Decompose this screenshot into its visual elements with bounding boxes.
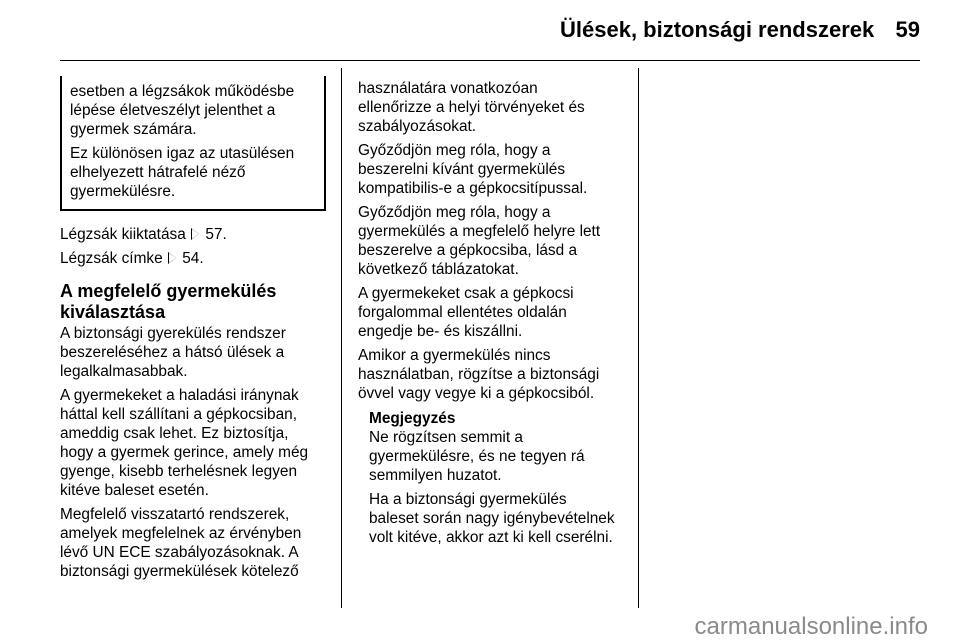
cross-reference-page: 54.: [182, 250, 204, 267]
left-column: [60, 76, 324, 581]
paragraph: [369, 490, 638, 547]
cross-references: [60, 225, 324, 268]
text-line: legalkalmasabbak.: [60, 363, 188, 380]
cross-reference: [60, 225, 324, 244]
text-line: használatára vonatkozóan: [358, 80, 538, 97]
note-title: Megjegyzés: [369, 410, 456, 427]
heading-line: A megfelelő gyermekülés: [60, 281, 277, 301]
text-line: Ez különösen igaz az utasülésen: [70, 145, 295, 162]
text-line: következő táblázatokat.: [358, 261, 519, 278]
text-line: Megfelelő visszatartó rendszerek,: [60, 506, 290, 523]
text-line: szabályozásokat.: [358, 118, 477, 135]
text-line: kompatibilis-e a gépkocsitípussal.: [358, 180, 588, 197]
text-line: elhelyezett hátrafelé néző: [70, 164, 246, 181]
text-line: beszerelni kívánt gyermekülés: [358, 161, 566, 178]
note-body-text: [369, 428, 638, 547]
text-line: gyermekülésre.: [70, 183, 176, 200]
text-line: ellenőrizze a helyi törvényeket és: [358, 99, 585, 116]
text-line: háttal kell szállítani a gépkocsiban,: [60, 406, 297, 423]
text-line: A gyermekeket a haladási iránynak: [60, 387, 299, 404]
column-divider-right: [638, 68, 639, 608]
paragraph: [60, 386, 324, 500]
text-line: volt kitéve, akkor azt ki kell cserélni.: [369, 529, 613, 546]
header-rule: [60, 60, 920, 61]
text-line: amelyek megfelelnek az érvényben: [60, 525, 302, 542]
paragraph: [369, 428, 638, 485]
watermark-text: carmanualsonline.info: [694, 613, 928, 640]
text-line: kitéve baleset esetén.: [60, 482, 209, 499]
text-line: gyermekülésre, és ne tegyen rá: [369, 448, 585, 465]
text-line: Győződjön meg róla, hogy a: [358, 204, 551, 221]
paragraph: [358, 284, 638, 341]
note-block: [358, 409, 638, 547]
text-line: A biztonsági gyerekülés rendszer: [60, 325, 286, 342]
middle-column: [358, 79, 638, 547]
paragraph: [70, 82, 316, 139]
paragraph: [70, 144, 316, 201]
middle-body-text: [358, 79, 638, 403]
text-line: gyenge, kisebb terhelésnek legyen: [60, 463, 298, 480]
cross-reference-label: Légzsák kiiktatása: [60, 226, 186, 243]
text-line: használatban, rögzítse a biztonsági: [358, 366, 600, 383]
left-body-text: [60, 324, 324, 581]
text-line: Ne rögzítsen semmit a: [369, 429, 523, 446]
cross-reference-page: 57.: [205, 226, 227, 243]
page-number: 59: [895, 17, 920, 42]
text-line: Amikor a gyermekülés nincs: [358, 347, 551, 364]
text-line: ameddig csak lehet. Ez biztosítja,: [60, 425, 289, 442]
paragraph: [358, 203, 638, 279]
paragraph: [60, 324, 324, 381]
column-divider-left: [341, 68, 342, 608]
page-reference-triangle-icon: [169, 253, 176, 263]
text-line: gyermek számára.: [70, 121, 197, 138]
text-line: semmilyen huzatot.: [369, 467, 502, 484]
paragraph: [358, 79, 638, 136]
cross-reference: [60, 249, 324, 268]
text-line: forgalommal ellentétes oldalán: [358, 304, 567, 321]
text-line: lépése életveszélyt jelenthet a: [70, 102, 276, 119]
text-line: lévő UN ECE szabályozásoknak. A: [60, 544, 299, 561]
text-line: engedje be- és kiszállni.: [358, 323, 523, 340]
text-line: A gyermekeket csak a gépkocsi: [358, 285, 574, 302]
paragraph: [60, 505, 324, 581]
warning-box: [60, 76, 326, 211]
cross-reference-label: Légzsák címke: [60, 250, 163, 267]
text-line: övvel vagy vegye ki a gépkocsiból.: [358, 385, 595, 402]
page-header-title: Ülések, biztonsági rendszerek: [560, 17, 875, 42]
heading-line: kiválasztása: [60, 302, 166, 322]
text-line: Győződjön meg róla, hogy a: [358, 142, 551, 159]
text-line: hogy a gyermek gerince, amely még: [60, 444, 309, 461]
text-line: beszerelve a gépkocsiba, lásd a: [358, 242, 578, 259]
text-line: esetben a légzsákok működésbe: [70, 83, 295, 100]
text-line: baleset során nagy igénybevételnek: [369, 510, 615, 527]
text-line: biztonsági gyermekülések kötelező: [60, 563, 299, 580]
text-line: gyermekülés a megfelelő helyre lett: [358, 223, 601, 240]
paragraph: [358, 346, 638, 403]
section-heading: [60, 281, 324, 323]
paragraph: [358, 141, 638, 198]
page-reference-triangle-icon: [192, 229, 199, 239]
text-line: beszereléséhez a hátsó ülések a: [60, 344, 285, 361]
text-line: Ha a biztonsági gyermekülés: [369, 491, 567, 508]
